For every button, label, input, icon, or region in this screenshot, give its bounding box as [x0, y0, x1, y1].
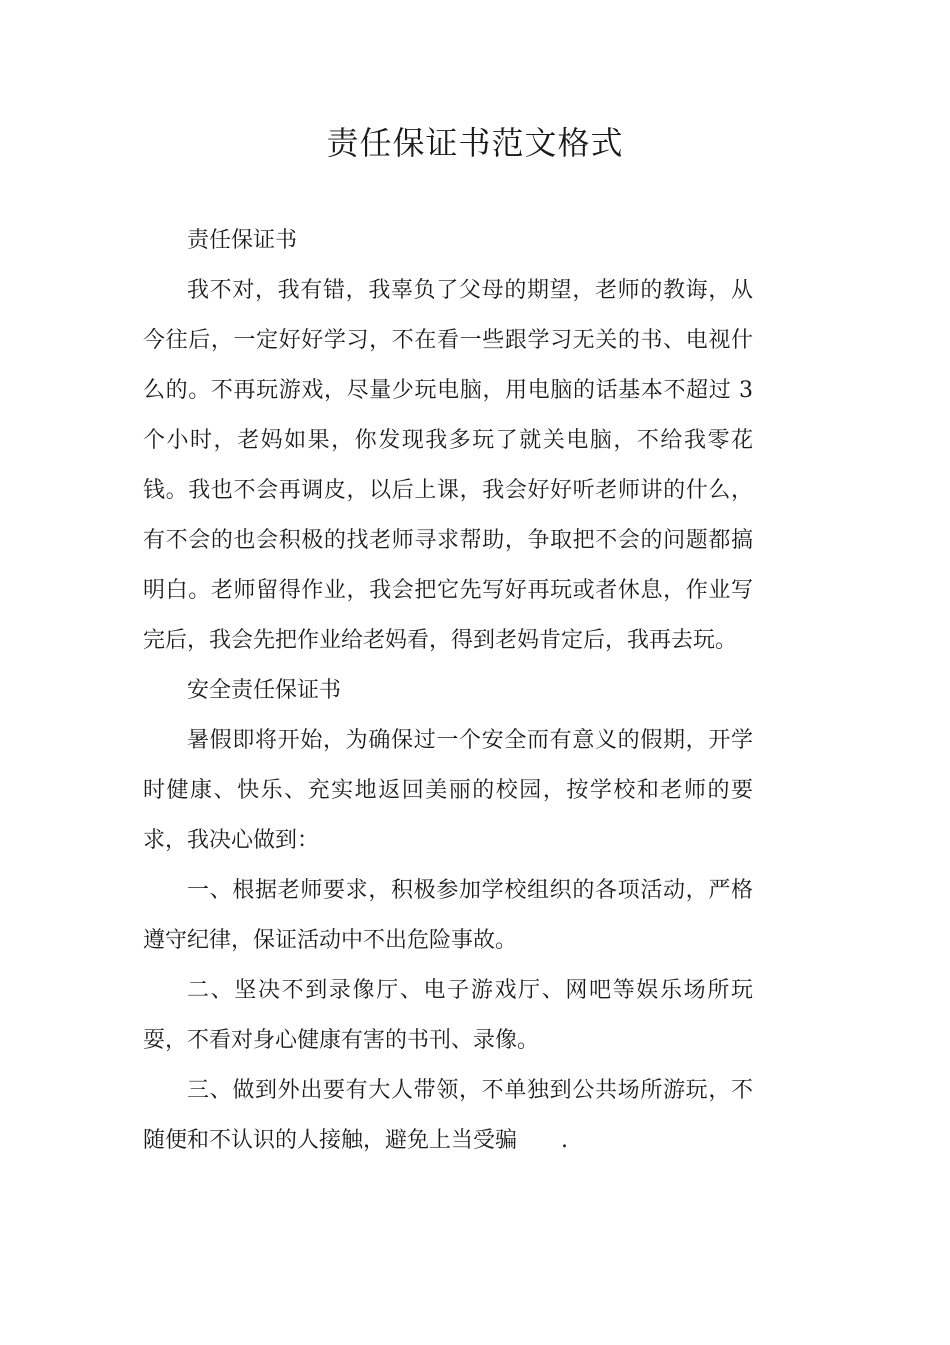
- section-heading-responsibility-pledge: 责任保证书: [187, 228, 298, 253]
- safety-item-1: 一、根据老师要求，积极参加学校组织的各项活动，严格遵守纪律，保证活动中不出危险事故。: [143, 878, 753, 953]
- document-body: [143, 216, 753, 1166]
- safety-item-3: 三、做到外出要有大人带领，不单独到公共场所游玩，不随便和不认识的人接触，避免上当受骗 .: [143, 1078, 753, 1153]
- section-heading-safety-pledge: 安全责任保证书: [187, 678, 342, 703]
- safety-item-2: 二、坚决不到录像厅、电子游戏厅、网吧等娱乐场所玩耍，不看对身心健康有害的书刊、录像。: [143, 978, 753, 1053]
- document-title: 责任保证书范文格式: [326, 124, 624, 162]
- safety-intro-paragraph: 暑假即将开始，为确保过一个安全而有意义的假期，开学时健康、快乐、充实地返回美丽的校园，按学校和老师的要求，我决心做到：: [143, 728, 753, 853]
- pledge-paragraph: 我不对，我有错，我辜负了父母的期望，老师的教诲，从今往后，一定好好学习，不在看一些跟学习无关的书、电视什么的。不再玩游戏，尽量少玩电脑，用电脑的话基本不超过 3 个小时，老妈如果，你发现我多玩了就关电脑，不给我零花钱。我也不会再调皮，以后上课，我会好好听老师讲的什么，有不会的也会积极的找老师寻求帮助，争取把不会的问题都搞明白。老师留得作业，我会把它先写好再玩或者休息，作业写完后，我会先把作业给老妈看，得到老妈肯定后，我再去玩。: [143, 278, 753, 653]
